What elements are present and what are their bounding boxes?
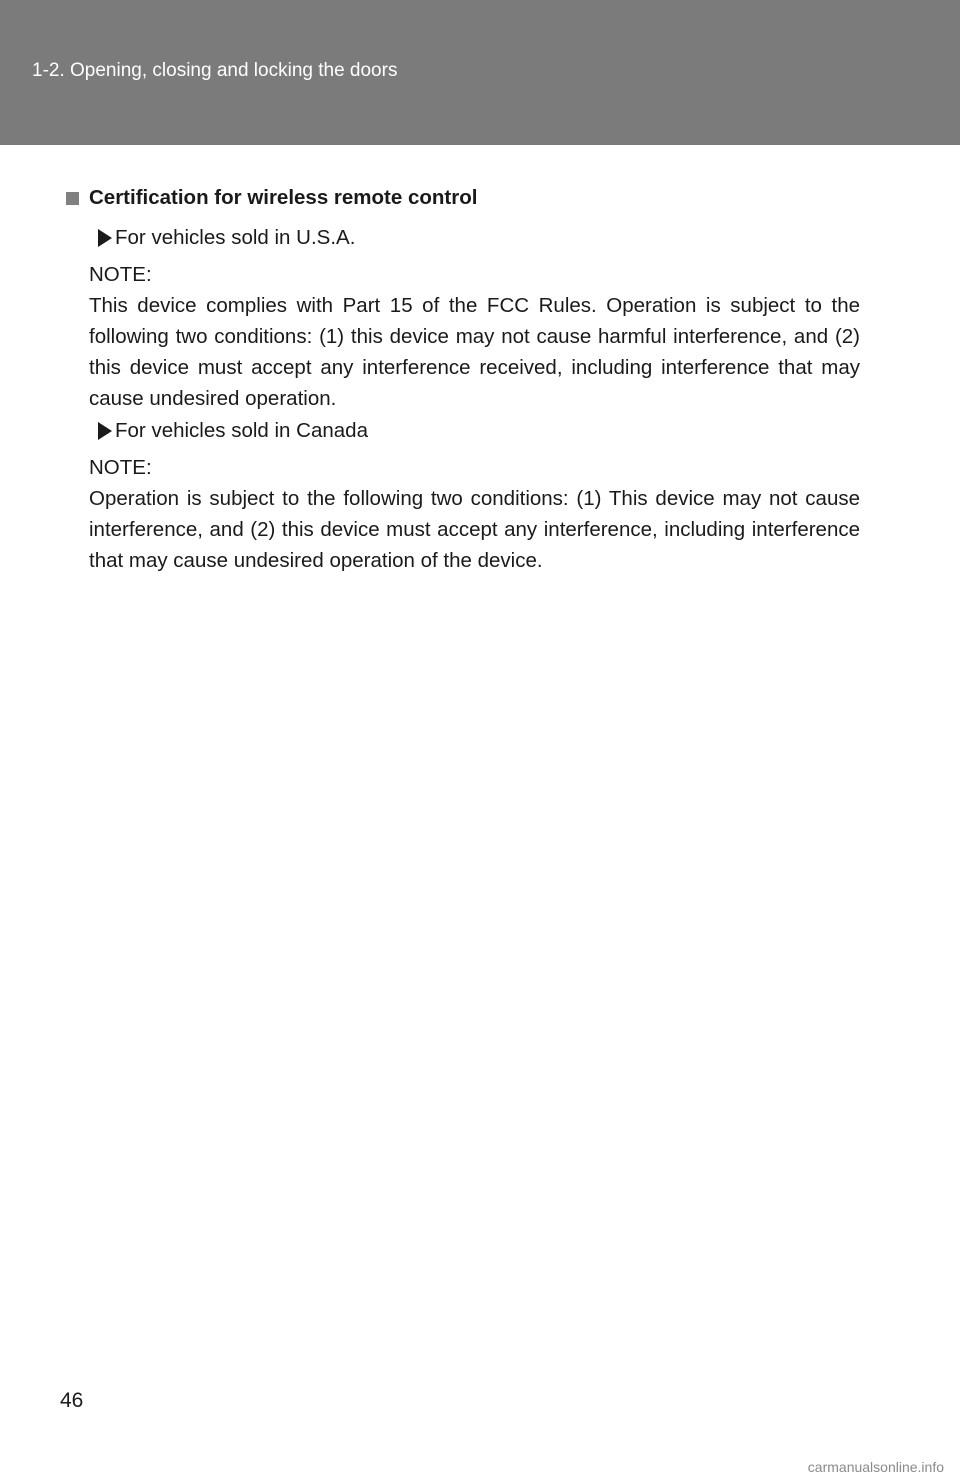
canada-note: [89, 452, 860, 576]
section-heading: [66, 186, 477, 210]
watermark: carmanualsonline.info: [807, 1459, 944, 1475]
triangle-right-icon: [98, 422, 112, 440]
section-heading-text: Certification for wireless remote control: [89, 186, 478, 209]
usa-subheading: [98, 226, 355, 250]
canada-subheading-text: For vehicles sold in Canada: [115, 419, 368, 442]
canada-note-label: NOTE:: [89, 456, 152, 479]
canada-note-text: Operation is subject to the following two conditions: (1) This device may not cause interference, and (2) this device must accept any interference, including interference that may cause undesired operation of the device.: [89, 487, 860, 572]
usa-note-text: This device complies with Part 15 of the FCC Rules. Operation is subject to the following two conditions: (1) this device may not cause harmful interference, and (2) this device must accept any interference received, including interference that may cause undesired operation.: [89, 294, 860, 410]
usa-note: [89, 259, 860, 414]
header-band: [0, 0, 960, 145]
section-title: 1-2. Opening, closing and locking the doors: [32, 60, 398, 81]
square-icon: [66, 192, 79, 205]
usa-note-label: NOTE:: [89, 263, 152, 286]
canada-subheading: [98, 419, 368, 443]
usa-subheading-text: For vehicles sold in U.S.A.: [115, 226, 356, 249]
page-number: 46: [60, 1389, 84, 1412]
triangle-right-icon: [98, 229, 112, 247]
